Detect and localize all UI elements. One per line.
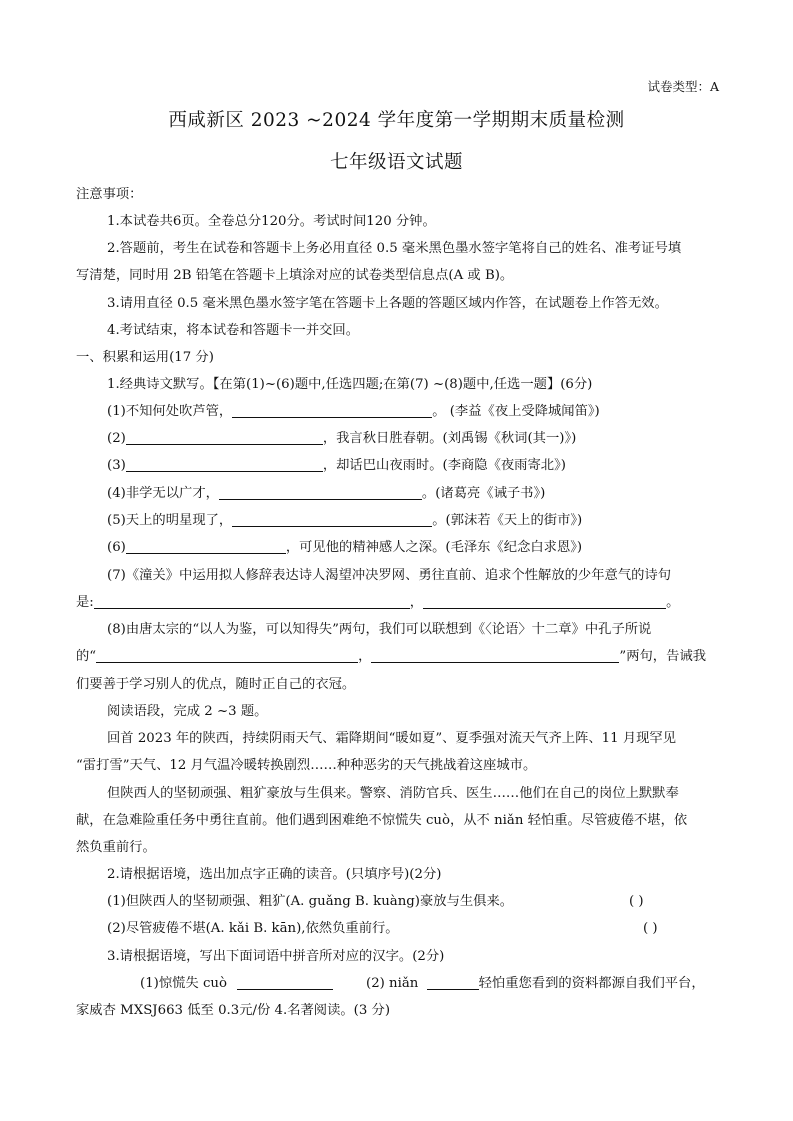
passage-p2a: 但陕西人的坚韧顽强、粗犷豪放与生俱来。警察、消防官兵、医生……他们在自己的岗位上默默奉 — [107, 786, 679, 801]
paper-type-label: 试卷类型：A — [647, 79, 719, 94]
note-2b: 写清楚，同时用 2B 铅笔在答题卡上填涂对应的试卷类型信息点(A 或 B)。 — [76, 268, 514, 283]
q1-item-4: (4)非学无以广才， 。(诸葛亮《诫子书》) — [107, 486, 546, 501]
q3-item-1: (1)惊慌失 cuò — [140, 975, 333, 993]
q1-item-3: (3) ，却话巴山夜雨时。(李商隐《夜雨寄北》) — [107, 458, 566, 473]
note-2a: 2.答题前，考生在试卷和答题卡上务必用直径 0.5 毫米黑色墨水签字笔将自己的姓名、准考证号填 — [107, 241, 682, 256]
q1-item-7a: (7)《潼关》中运用拟人修辞表达诗人渴望冲决罗网、勇往直前、追求个性解放的少年意气的诗句 — [107, 568, 672, 583]
answer-blank[interactable] — [219, 485, 422, 500]
q1-item-8a: (8)由唐太宗的“以人为鉴，可以知得失”两句，我们可以联想到《〈论语〉十二章》中孔子所说 — [107, 622, 652, 637]
q1-item-8b: 的“ ， ”两句，告诫我 — [76, 649, 706, 664]
answer-blank[interactable] — [126, 457, 323, 472]
answer-blank[interactable] — [232, 512, 432, 527]
answer-blank[interactable] — [371, 648, 619, 663]
q2-answer-paren-2[interactable]: ( ) — [643, 921, 658, 936]
answer-blank[interactable] — [427, 975, 479, 990]
note-3: 3.请用直径 0.5 毫米黑色墨水签字笔在答题卡上各题的答题区域内作答，在试题卷上作答无效。 — [107, 296, 668, 311]
q1-item-5: (5)天上的明星现了， 。(郭沫若《天上的街市》) — [107, 513, 583, 528]
note-4: 4.考试结束，将本试卷和答题卡一并交回。 — [107, 323, 360, 338]
answer-blank[interactable] — [232, 403, 432, 418]
passage-p1b: “雷打雪”天气、12 月气温冷暖转换剧烈……种种恶劣的天气挑战着这座城市。 — [76, 758, 537, 773]
q1-item-2: (2) ，我言秋日胜春朝。(刘禹锡《秋词(其一)》) — [107, 431, 577, 446]
passage-p2c: 然负重前行。 — [76, 840, 156, 855]
section1-heading: 一、积累和运用(17 分) — [76, 350, 214, 365]
q2-item-2: (2)尽管疲倦不堪(A. kǎi B. kān),依然负重前行。 — [107, 921, 399, 936]
reading-intro: 阅读语段，完成 2 ~3 题。 — [107, 704, 268, 719]
q3-item-2: (2) niǎn 轻怕重您看到的资料都源自我们平台， — [366, 976, 705, 991]
exam-title: 西咸新区 2023 ~2024 学年度第一学期期末质量检测 — [168, 110, 625, 131]
q2-intro: 2.请根据语境，选出加点字正确的读音。(只填序号)(2分) — [107, 867, 442, 882]
q2-item-1: (1)但陕西人的坚韧顽强、粗犷(A. guǎng B. kuàng)豪放与生俱来。 — [107, 894, 514, 909]
q1-item-8c: 们要善于学习别人的优点，随时正自己的衣冠。 — [76, 677, 356, 692]
answer-blank[interactable] — [237, 975, 333, 990]
answer-blank[interactable] — [126, 430, 323, 445]
q1-item-1: (1)不知何处吹芦管， 。 (李益《夜上受降城闻笛》) — [107, 404, 600, 419]
answer-blank[interactable] — [96, 648, 358, 663]
q3-intro: 3.请根据语境，写出下面词语中拼音所对应的汉字。(2分) — [107, 949, 445, 964]
answer-blank[interactable] — [94, 594, 410, 609]
exam-subtitle: 七年级语文试题 — [329, 152, 463, 173]
passage-p2b: 献，在急难险重任务中勇往直前。他们遇到困难绝不惊慌失 cuò，从不 niǎn 轻怕重。尽管疲倦不堪，依 — [76, 813, 688, 828]
q2-answer-paren-1[interactable]: ( ) — [629, 894, 644, 909]
q1-item-7b: 是: ， 。 — [76, 595, 680, 610]
note-1: 1.本试卷共6页。全卷总分120分。考试时间120 分钟。 — [107, 214, 436, 229]
answer-blank[interactable] — [423, 594, 666, 609]
q1-item-6: (6) ，可见他的精神感人之深。(毛泽东《纪念白求恩》) — [107, 540, 583, 555]
notes-heading: 注意事项： — [76, 187, 143, 202]
q1-intro: 1.经典诗文默写。【在第(1)~(6)题中,任选四题;在第(7) ~(8)题中,任选一题】(6分) — [107, 377, 593, 392]
watermark-line: 家威杏 MXSJ663 低至 0.3元/份 4.名著阅读。(3 分) — [76, 1003, 391, 1018]
answer-blank[interactable] — [126, 539, 286, 554]
passage-p1a: 回首 2023 年的陕西，持续阴雨天气、霜降期间“暖如夏”、夏季强对流天气齐上阵、11 月现罕见 — [107, 731, 677, 746]
